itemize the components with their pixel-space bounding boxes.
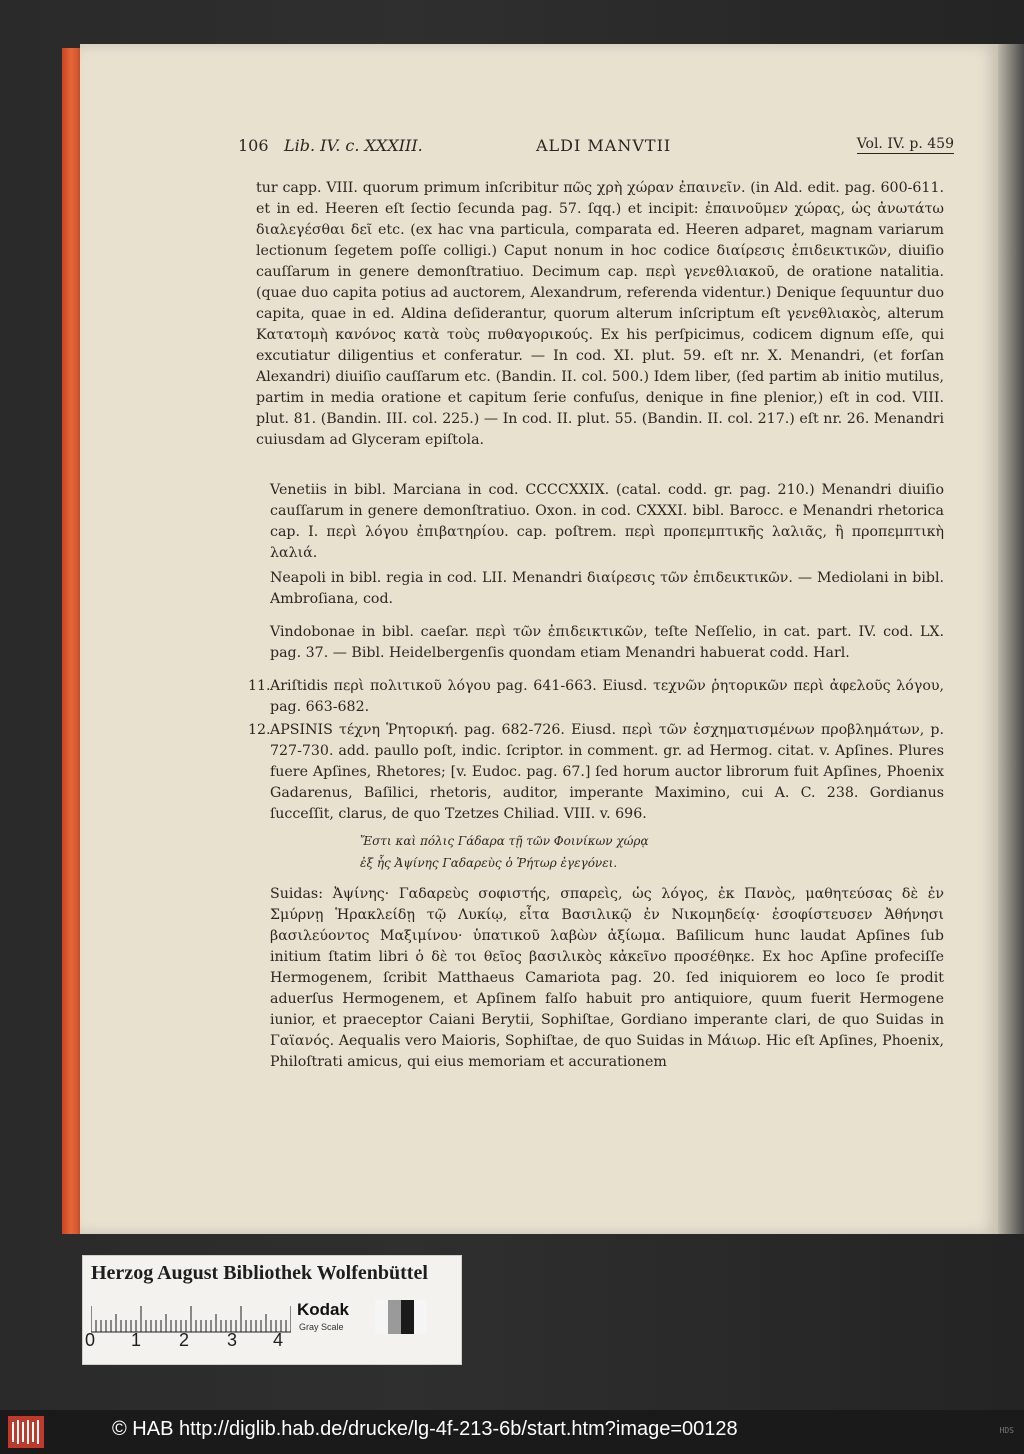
swatch-gray	[388, 1300, 401, 1334]
hab-logo-icon	[8, 1416, 44, 1448]
verse-quote-2: ἐξ ἧς Ἀψίνης Γαδαρεὺς ὁ Ῥήτωρ ἐγεγόνει.	[360, 856, 618, 870]
book-edge	[62, 48, 82, 1234]
color-calibration-card	[82, 1255, 462, 1365]
library-name: Herzog August Bibliothek Wolfenbüttel	[91, 1262, 428, 1284]
swatch-white-2	[414, 1300, 427, 1334]
verse-quote-1: Ἔστι καὶ πόλις Γάδαρα τῇ τῶν Φοινίκων χώρᾳ	[360, 834, 649, 848]
running-title: ALDI MANVTII	[536, 136, 672, 155]
paragraph-neapoli: Neapoli in bibl. regia in cod. LII. Menandri διαίρεσις τῶν ἐπιδεικτικῶν. — Mediolani in bibl. Ambroſiana, cod.	[270, 570, 944, 607]
gray-swatches	[375, 1300, 427, 1334]
footer-bar	[0, 1410, 1024, 1454]
ruler-labels	[85, 1330, 285, 1350]
swatch-black	[401, 1300, 414, 1334]
item-number-11: 11.	[248, 678, 271, 694]
ruler-label-1: 1	[131, 1330, 142, 1350]
scale-ruler	[91, 1298, 291, 1334]
running-header	[238, 132, 954, 160]
paragraph-vindobonae: Vindobonae in bibl. caeſar. περὶ τῶν ἐπιδεικτικῶν, teſte Neſſelio, in cat. part. IV. cod. LX. pag. 37. — Bibl. Heidelbergenſis quondam etiam Menandri habuerat codd. Harl.	[270, 624, 944, 661]
ruler-label-4: 4	[273, 1330, 284, 1350]
kodak-logo: Kodak	[297, 1300, 349, 1319]
ruler-label-0: 0	[85, 1330, 96, 1350]
page-gutter-shadow	[998, 44, 1024, 1234]
page-number: 106	[238, 136, 269, 155]
copyright-url[interactable]: © HAB http://diglib.hab.de/drucke/lg-4f-213-6b/start.htm?image=00128	[112, 1418, 738, 1440]
paragraph-aristidis-text: Ariſtidis περὶ πολιτικοῦ λόγου pag. 641-663. Eiusd. τεχνῶν ῥητορικῶν περὶ ἀφελοῦς λόγου, pag. 663-682.	[270, 678, 944, 715]
volume-ref: Vol. IV. p. 459	[856, 136, 954, 152]
paragraph-apsinis-text: APSINIS τέχνη Ῥητορική. pag. 682-726. Eiusd. περὶ τῶν ἐσχηματισμένων προβλημάτων, p. 727-730. add. paullo poſt, indic. ſcriptor. in comment. gr. ad Hermog. citat. v. Apſines. Plures fuere Apſines, Rhetores; [v. Eudoc. pag. 67.] ſed horum auctor librorum fuit Apſines, Phoenix Gadarenus, Baſilici, rhetoris, auditor, imperante Maximino, cui A. C. 238. Gordianus ſucceſſit, clarus, de quo Tzetzes Chiliad. VIII. v. 696.	[270, 722, 944, 822]
paragraph-suidas: Suidas: Ἀψίνης· Γαδαρεὺς σοφιστής, σπαρεὶς, ὡς λόγος, ἐκ Πανὸς, μαθητεύσας δὲ ἐν Σμύρνῃ Ἡρακλείδῃ τῷ Λυκίῳ, εἶτα Βασιλικῷ ἐν Νικομηδείᾳ· ἐσοφίστευσεν Ἀθήνησι βασιλεύοντος Μαξιμίνου· ὑπατικοῦ λαβὼν ἀξίωμα. Baſilicum hunc laudat Apſines ſub initium ſtatim libri ὁ δὲ τοι θεῖος βασιλικὸς κἀκεῖνο προσέθηκε. Ex hoc Apſine profeciſſe Hermogenem, ſcribit Matthaeus Camariota pag. 20. ſed iniquiorem eo loco ſe prodit aduerſus Hermogenem, et Apſinem falſo habuit pro antiquiore, quum fuerit Hermogene iunior, et praeceptor Caiani Berytii, Sophiſtae, Gordiano imperante clari, de quo Suidas in Γαϊανός. Aequalis vero Maioris, Sophiſtae, de quo Suidas in Μάιωρ. Hic eſt Apſines, Phoenix, Philoſtrati amicus, qui eius memoriam et accurationem	[270, 886, 944, 1070]
paragraph-aristidis	[248, 676, 944, 718]
item-number-12: 12.	[248, 722, 271, 738]
paragraph-apsinis	[248, 720, 944, 825]
gray-scale-label: Gray Scale	[299, 1322, 344, 1332]
paragraph-1: tur capp. VIII. quorum primum inſcribitur πῶς χρὴ χώραν ἐπαινεῖν. (in Ald. edit. pag. 600-611. et in ed. Heeren eſt ſectio ſecunda pag. 57. ſqq.) et incipit: ἐπαινοῦμεν χώρας, ὡς ἀνωτάτω διαλεγέσθαι δεῖ etc. (ex hac vna particula, comparata ed. Heeren adparet, magnam variarum lectionum ſegetem poſſe colligi.) Caput nonum in hoc codice διαίρεσις ἐπιδεικτικῶν, diuiſio cauſſarum in genere demonſtratiuo. Decimum cap. περὶ γενεθλιακοῦ, de oratione natalitia. (quae duo capita potius ad auctorem, Alexandrum, referenda videntur.) Denique ſequuntur duo capita, quae in ed. Aldina deſiderantur, quorum alterum inſcriptum eſt γενεθλιακὸς, alterum Κατατομὴ κανόνος κατὰ τοὺς πυθαγορικούς. Ex his perſpicimus, codicem dignum eſſe, qui excutiatur diligentius et conferatur. — In cod. XI. plut. 59. eſt nr. X. Menandri, (et forſan Alexandri) diuiſio cauſſarum etc. (Bandin. II. col. 500.) Idem liber, (ſed partim ab initio mutilus, partim in media oratione et capitum ſerie confuſus, denique in fine plenior,) eſt in cod. VIII. plut. 81. (Bandin. III. col. 225.) — In cod. II. plut. 55. (Bandin. II. col. 217.) eſt nr. 26. Menandri cuiusdam ad Glyceram epiſtola.	[256, 180, 944, 448]
ruler-label-2: 2	[179, 1330, 190, 1350]
paragraph-venetiis: Venetiis in bibl. Marciana in cod. CCCCXXIX. (catal. codd. gr. pag. 210.) Menandri diuiſio cauſſarum in genere demonſtratiuo. Oxon. in cod. CXXXI. bibl. Barocc. e Menandri rhetorica cap. I. περὶ λόγου ἐπιβατηρίου. cap. poſtrem. περὶ προπεμπτικῆς λαλιᾶς, ἢ προπεμπτικὴ λαλιά.	[270, 482, 944, 561]
corner-mark: HDS	[999, 1426, 1014, 1435]
chapter-ref: Lib. IV. c. XXXIII.	[284, 136, 423, 155]
swatch-white	[375, 1300, 388, 1334]
ruler-label-3: 3	[227, 1330, 238, 1350]
